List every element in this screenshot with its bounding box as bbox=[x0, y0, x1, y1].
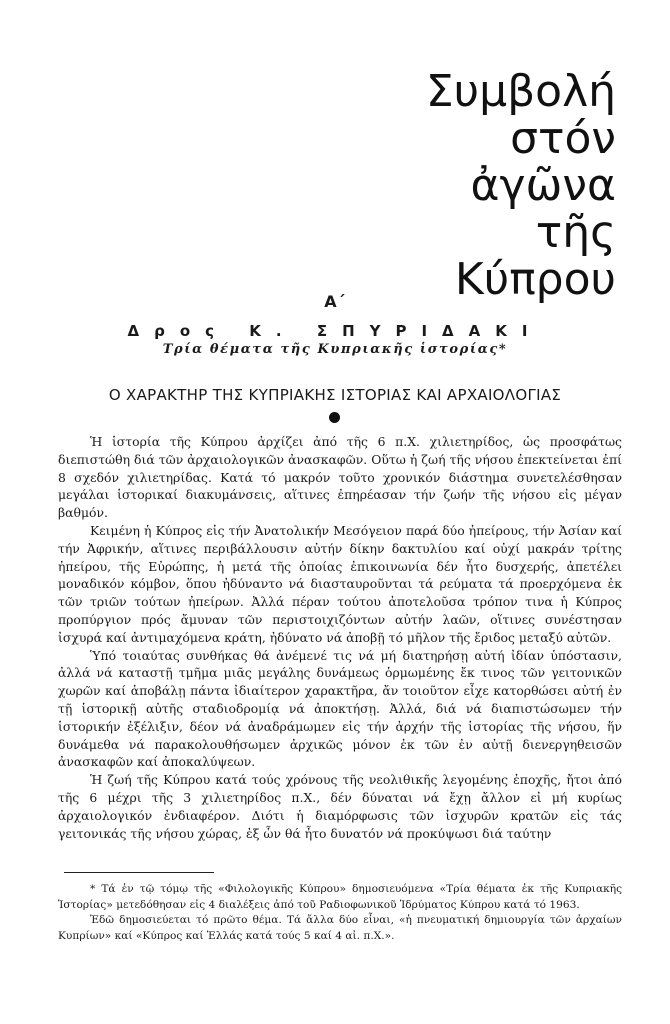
paragraph: Ἡ ζωή τῆς Κύπρου κατά τούς χρόνους τῆς νεολιθικῆς λεγομένης ἐποχῆς, ἤτοι ἀπό τῆς 6 μέχρι τῆς 3 χιλιετηρίδος π.Χ., δέν δύναται νά ἔχῃ ἄλλον εἰ μή κυρίως ἀρχαιολογικόν ἐνδιαφέρον. Διότι ἡ διαμόρφωσις τῶν ἰσχυρῶν κρατῶν εἰς τάς γειτονικάς τῆς νήσου χώρας, ἐξ ὧν θά ἦτο δυνατόν νά προκύψωσι διά ταύτην bbox=[58, 772, 622, 841]
section-bullet bbox=[329, 412, 340, 423]
footnote: Ἐδῶ δημοσιεύεται τό πρῶτο θέμα. Τά ἄλλα δύο εἶναι, «ἡ πνευματική δημιουργία τῶν ἀρχαίων Κυπρίων» καί «Κύπρος καί Ἑλλάς κατά τούς 5 καί 4 αἰ. π.Χ.». bbox=[58, 914, 622, 942]
title-line: στόν bbox=[510, 113, 616, 164]
article-subtitle: Τρία θέματα τῆς Κυπριακῆς ἱστορίας* bbox=[162, 342, 508, 357]
article-body bbox=[58, 433, 622, 842]
paragraph: Ὑπό τοιαύτας συνθήκας θά ἀνέμενέ τις νά μή διατηρήσῃ αὐτή ἰδίαν ὑπόστασιν, ἀλλά νά καταστῇ τμῆμα μιᾶς μεγάλης δυνάμεως ὁρμωμένης ἔκ τινος τῶν γειτονικῶν χωρῶν καί ἀποβάλῃ πάντα ἰδιαίτερον χαρακτῆρα, ἄν τοιοῦτον εἶχε κατορθώσει αὐτή ἐν τῇ ἱστορικῇ αὐτῆς σταδιοδρομίᾳ νά ἀποκτήσῃ. Ἀλλά, διά νά διαπιστώσωμεν τήν ἱστορικήν ἐξέλιξιν, δέον νά ἀναδράμωμεν εἰς τήν ἀρχήν τῆς ἱστορίας τῆς νήσου, ἥν δυνάμεθα νά παρακολουθήσωμεν ἀρχικῶς μόνον ἐκ τῶν ἐν αὐτῇ διενεργηθεισῶν ἀνασκαφῶν καί ἀποκαλύψεων. bbox=[58, 647, 622, 770]
part-number: Α΄ bbox=[324, 292, 346, 311]
title-line: Κύπρου bbox=[454, 254, 616, 305]
footnote: * Τά ἐν τῷ τόμῳ τῆς «Φιλολογικῆς Κύπρου» δημοσιευόμενα «Τρία θέματα ἐκ τῆς Κυπριακῆς Ἱστορίας» μετεδόθησαν εἰς 4 διαλέξεις ἀπό τοῦ Ραδιοφωνικοῦ Ἱδρύματος Κύπρου κατά τό 1963. bbox=[58, 883, 622, 911]
title-line: Συμβολή bbox=[425, 66, 616, 117]
article-title bbox=[256, 68, 616, 303]
footnotes bbox=[58, 882, 622, 944]
title-line: ἀγῶνα bbox=[470, 160, 616, 211]
author-name: Δρος Κ. ΣΠΥΡΙΔΑΚΙ bbox=[127, 322, 543, 340]
paragraph: Κειμένη ἡ Κύπρος εἰς τήν Ἀνατολικήν Μεσόγειον παρά δύο ἠπείρους, τήν Ἀσίαν καί τήν Ἀφρικήν, αἵτινες περιβάλλουσιν αὐτήν δίκην δακτυλίου καί οὐχί μακράν τρίτης ἠπείρου, τῆς Εὐρώπης, ἡ μετά τῆς ὁποίας ἐπικοινωνία δέν ἦτο δυσχερής, ἀπετέλει μοναδικόν κόμβον, ὅπου ἠδύναντο νά διασταυροῦνται τά ρεύματα τά προερχόμενα ἐκ τῶν τριῶν τούτων ἠπείρων. Ἀλλά πέραν τούτου ἀποτελοῦσα τρόπον τινα ἡ Κύπρος προπύργιον πρός ἄμυναν τῶν περιστοιχιζόντων αὐτήν λαῶν, οἵτινες συνέστησαν ἰσχυρά καί ἀντιμαχόμενα κράτη, ἠδύνατο νά ἀποβῇ τό μῆλον τῆς ἔριδος μεταξύ αὐτῶν. bbox=[58, 522, 622, 645]
paragraph: Ἡ ἱστορία τῆς Κύπρου ἀρχίζει ἀπό τῆς 6 π.Χ. χιλιετηρίδος, ὡς προσφάτως διεπιστώθη διά τῶν ἀρχαιολογικῶν ἀνασκαφῶν. Οὕτω ἡ ζωή τῆς νήσου ἐπεκτείνεται ἐπί 8 σχεδόν χιλιετηρίδας. Κατά τό μακρόν τοῦτο χρονικόν διάστημα συνετελέσθησαν μεγάλαι ἱστορικαί διακυμάνσεις, αἵτινες ἐπηρέασαν τήν ζωήν τῆς νήσου εἰς μέγαν βαθμόν. bbox=[58, 434, 622, 521]
title-line: τῆς bbox=[535, 207, 616, 258]
section-heading: Ο ΧΑΡΑΚΤΗΡ ΤΗΣ ΚΥΠΡΙΑΚΗΣ ΙΣΤΟΡΙΑΣ ΚΑΙ ΑΡΧΑΙΟΛΟΓΙΑΣ bbox=[108, 386, 562, 404]
footnote-rule bbox=[64, 872, 214, 873]
